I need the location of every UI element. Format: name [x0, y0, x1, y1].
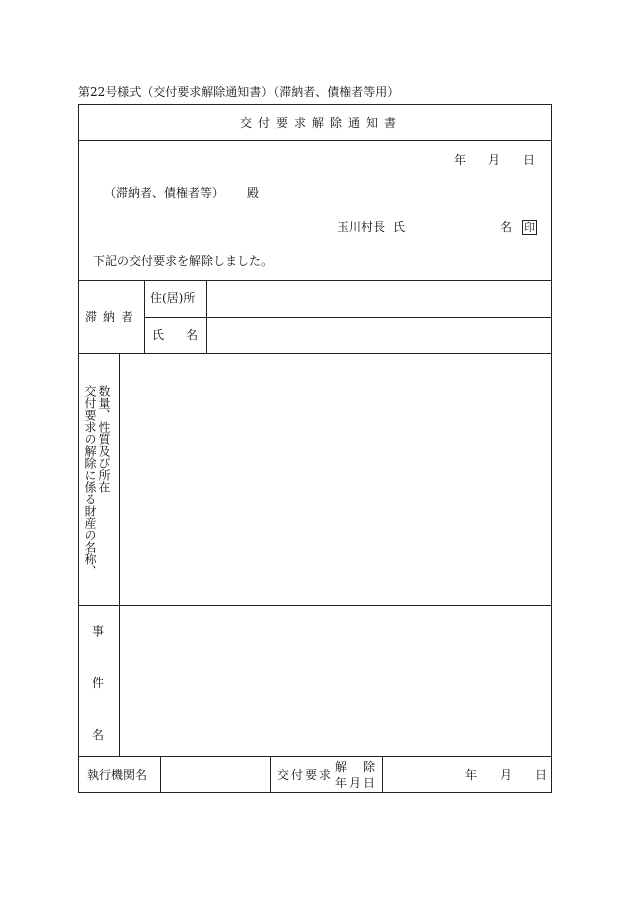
rule-under-property: [78, 605, 552, 606]
rule-under-notice: [78, 280, 552, 281]
rule-delinquent-sublabel: [206, 280, 207, 353]
delinquent-label: 滞納者: [85, 310, 140, 324]
rule-delinquent-label: [144, 280, 145, 353]
notice-text: 下記の交付要求を解除しました。: [93, 254, 274, 268]
rule-footer-1: [160, 756, 161, 793]
issuer-mei: 名: [500, 220, 513, 234]
name-label-shi: 氏: [152, 328, 165, 342]
notice-heading: 交付要求解除通知書: [240, 116, 403, 130]
address-label: 住(居)所: [150, 291, 196, 305]
matter-label-2: 件: [92, 676, 105, 690]
agency-value-field[interactable]: [164, 760, 266, 789]
property-label-col1: 数量、性質及び所在: [97, 385, 111, 493]
matter-value-field[interactable]: [124, 610, 546, 752]
address-value-field[interactable]: [210, 284, 546, 312]
release-label-top: 解 除: [335, 760, 378, 774]
name-label-mei: 名: [186, 328, 199, 342]
rule-under-delinquent: [78, 353, 552, 354]
property-label-col2: 交付要求の解除に係る財産の名称、: [83, 385, 97, 577]
footer-date-day[interactable]: 日: [535, 768, 548, 782]
issuer-shi: 氏: [393, 220, 406, 234]
rule-under-matter: [78, 756, 552, 757]
frame-bottom: [78, 792, 552, 793]
date-day[interactable]: 日: [523, 153, 536, 167]
frame-left: [78, 104, 79, 793]
release-label-bottom: 年月日: [335, 776, 378, 790]
name-value-field[interactable]: [210, 321, 546, 349]
frame-top: [78, 104, 552, 105]
date-month[interactable]: 月: [488, 153, 501, 167]
honorific: 殿: [247, 186, 260, 200]
addressee: （滞納者、債権者等）: [104, 186, 225, 200]
agency-label: 執行機関名: [87, 768, 148, 782]
issuer-title: 玉川村長: [337, 220, 386, 234]
property-value-field[interactable]: [124, 358, 546, 600]
footer-date-month[interactable]: 月: [500, 768, 513, 782]
release-label: 交付要求: [277, 768, 334, 782]
form-number-title: 第22号様式（交付要求解除通知書）（滞納者、債権者等用）: [78, 85, 400, 99]
rule-footer-3: [382, 756, 383, 793]
date-year[interactable]: 年: [454, 153, 467, 167]
matter-label-3: 名: [92, 728, 105, 742]
rule-under-heading: [78, 140, 552, 141]
rule-left-label-col: [119, 353, 120, 756]
footer-date-year[interactable]: 年: [465, 768, 478, 782]
frame-right: [551, 104, 552, 793]
seal-mark: 印: [524, 221, 535, 234]
rule-footer-2: [270, 756, 271, 793]
matter-label-1: 事: [92, 624, 105, 638]
